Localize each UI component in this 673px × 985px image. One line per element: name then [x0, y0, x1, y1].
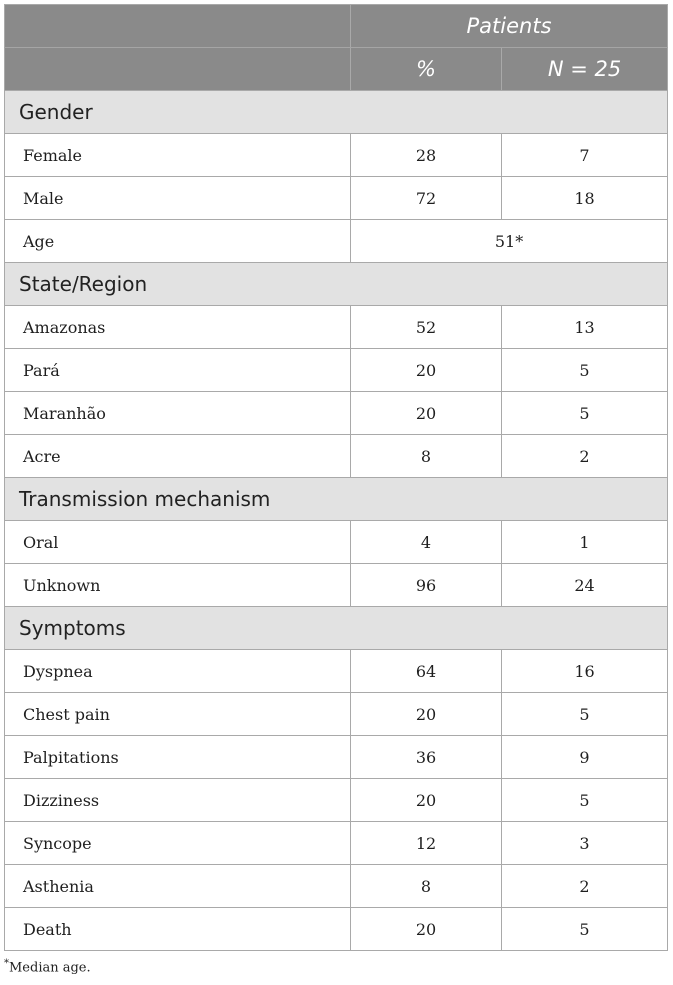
row-percent: 8 [351, 435, 502, 478]
row-label: Acre [5, 435, 351, 478]
header-patients: Patients [351, 5, 668, 48]
row-median-age: 51* [351, 220, 668, 263]
row-percent: 96 [351, 564, 502, 607]
row-label: Female [5, 134, 351, 177]
table-row [5, 177, 668, 220]
row-label: Asthenia [5, 865, 351, 908]
table-row [5, 134, 668, 177]
header-blank-cell [5, 5, 351, 48]
section-title: Symptoms [5, 607, 668, 650]
table-row [5, 779, 668, 822]
row-percent: 20 [351, 908, 502, 951]
row-n: 5 [502, 349, 668, 392]
header-percent: % [351, 48, 502, 91]
section-row-gender [5, 91, 668, 134]
row-label: Age [5, 220, 351, 263]
table-row [5, 693, 668, 736]
row-n: 5 [502, 693, 668, 736]
section-title: Transmission mechanism [5, 478, 668, 521]
section-row-symptoms [5, 607, 668, 650]
row-n: 18 [502, 177, 668, 220]
row-label: Maranhão [5, 392, 351, 435]
section-title: State/Region [5, 263, 668, 306]
row-n: 5 [502, 908, 668, 951]
row-label: Dyspnea [5, 650, 351, 693]
row-label: Pará [5, 349, 351, 392]
table-row [5, 650, 668, 693]
row-label: Dizziness [5, 779, 351, 822]
row-n: 5 [502, 779, 668, 822]
row-label: Death [5, 908, 351, 951]
row-percent: 20 [351, 779, 502, 822]
header-blank-cell [5, 48, 351, 91]
row-n: 3 [502, 822, 668, 865]
row-percent: 4 [351, 521, 502, 564]
row-percent: 72 [351, 177, 502, 220]
row-percent: 12 [351, 822, 502, 865]
header-row-group [5, 5, 668, 48]
row-n: 16 [502, 650, 668, 693]
row-percent: 36 [351, 736, 502, 779]
row-n: 7 [502, 134, 668, 177]
table-row [5, 306, 668, 349]
row-n: 13 [502, 306, 668, 349]
header-row-columns [5, 48, 668, 91]
table-row [5, 736, 668, 779]
table-row [5, 220, 668, 263]
row-label: Syncope [5, 822, 351, 865]
patient-characteristics-table [4, 4, 668, 951]
table-row [5, 908, 668, 951]
row-percent: 20 [351, 693, 502, 736]
header-n: N = 25 [502, 48, 668, 91]
table-row [5, 822, 668, 865]
table-row [5, 564, 668, 607]
table-row [5, 349, 668, 392]
row-n: 5 [502, 392, 668, 435]
row-label: Palpitations [5, 736, 351, 779]
row-n: 1 [502, 521, 668, 564]
footnote-marker: * [4, 958, 9, 969]
row-n: 24 [502, 564, 668, 607]
table-footnote [4, 958, 91, 975]
table-row [5, 392, 668, 435]
table-row [5, 435, 668, 478]
row-n: 9 [502, 736, 668, 779]
row-label: Amazonas [5, 306, 351, 349]
row-n: 2 [502, 435, 668, 478]
row-percent: 28 [351, 134, 502, 177]
section-title: Gender [5, 91, 668, 134]
row-label: Male [5, 177, 351, 220]
row-percent: 20 [351, 392, 502, 435]
row-percent: 52 [351, 306, 502, 349]
section-row-transmission [5, 478, 668, 521]
row-percent: 64 [351, 650, 502, 693]
row-label: Unknown [5, 564, 351, 607]
row-percent: 8 [351, 865, 502, 908]
row-label: Chest pain [5, 693, 351, 736]
table-row [5, 865, 668, 908]
footnote-text: Median age. [9, 960, 91, 976]
row-label: Oral [5, 521, 351, 564]
section-row-state-region [5, 263, 668, 306]
table-row [5, 521, 668, 564]
row-n: 2 [502, 865, 668, 908]
row-percent: 20 [351, 349, 502, 392]
